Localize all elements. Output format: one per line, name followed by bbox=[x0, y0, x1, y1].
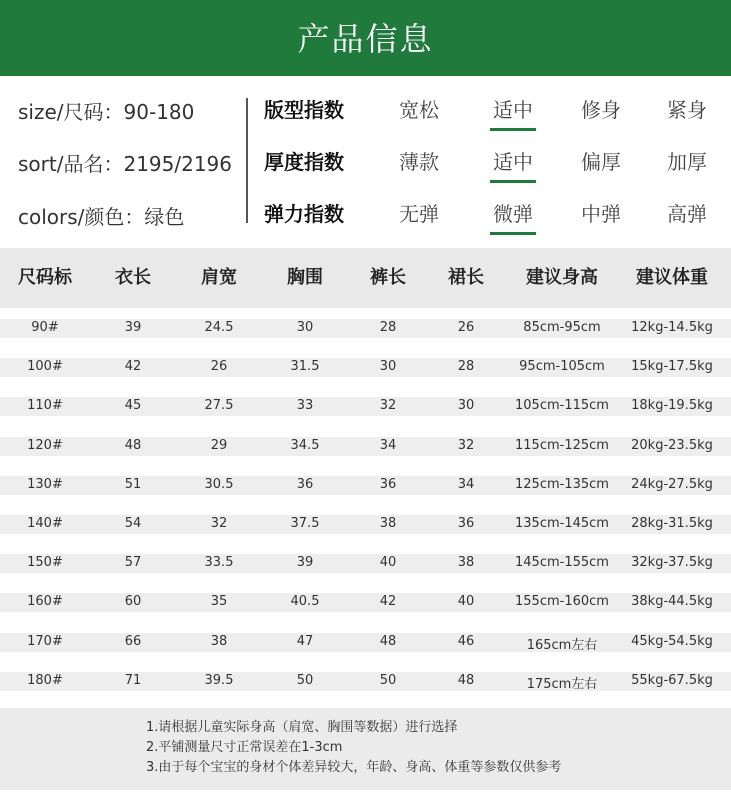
table-cell: 45 bbox=[124, 398, 142, 414]
colors-info bbox=[18, 201, 184, 230]
sort-label: sort/品名： bbox=[18, 152, 124, 176]
table-cell: 48 bbox=[124, 437, 142, 453]
table-cell: 39 bbox=[124, 320, 142, 335]
table-cell: 31.5 bbox=[290, 359, 320, 375]
table-cell: 71 bbox=[124, 672, 142, 688]
column-header: 建议体重 bbox=[636, 267, 708, 288]
colors-value: 绿色 bbox=[144, 205, 185, 229]
table-cell: 34.5 bbox=[290, 437, 320, 453]
size-table-header bbox=[0, 248, 731, 308]
size-label: size/尺码： bbox=[18, 100, 124, 124]
table-cell: 60 bbox=[124, 594, 142, 610]
table-cell: 145cm-155cm bbox=[515, 555, 609, 571]
size-info bbox=[18, 96, 194, 125]
index-option: 偏厚 bbox=[581, 150, 621, 174]
table-cell: 100# bbox=[27, 359, 63, 375]
index-option: 修身 bbox=[581, 98, 621, 122]
table-cell: 38 bbox=[457, 555, 475, 571]
table-cell: 30 bbox=[379, 359, 397, 375]
column-header: 尺码标 bbox=[18, 267, 72, 288]
column-header: 衣长 bbox=[115, 267, 151, 288]
table-cell: 40 bbox=[457, 594, 475, 610]
table-cell: 40 bbox=[379, 555, 397, 571]
table-cell: 66 bbox=[124, 633, 142, 649]
table-cell: 36 bbox=[296, 476, 314, 492]
notes-panel bbox=[0, 708, 731, 790]
table-cell: 110# bbox=[27, 398, 63, 414]
table-cell: 38kg-44.5kg bbox=[631, 594, 713, 610]
table-cell: 47 bbox=[296, 633, 314, 649]
table-cell: 28 bbox=[379, 320, 397, 335]
index-option-selected: 适中 bbox=[478, 94, 548, 123]
table-cell: 20kg-23.5kg bbox=[631, 437, 713, 453]
table-cell: 40.5 bbox=[290, 594, 320, 610]
index-label: 厚度指数 bbox=[264, 150, 344, 174]
table-cell: 175cm左右 bbox=[526, 676, 598, 692]
table-cell: 135cm-145cm bbox=[515, 516, 609, 531]
sort-info bbox=[18, 148, 232, 177]
table-cell: 180# bbox=[27, 672, 63, 688]
table-cell: 55kg-67.5kg bbox=[631, 672, 713, 688]
table-cell: 105cm-115cm bbox=[515, 398, 609, 414]
table-cell: 29 bbox=[210, 437, 228, 453]
table-cell: 30 bbox=[457, 398, 475, 414]
table-cell: 15kg-17.5kg bbox=[631, 359, 713, 375]
table-cell: 24kg-27.5kg bbox=[631, 476, 713, 492]
index-option-selected: 微弹 bbox=[478, 198, 548, 227]
table-cell: 46 bbox=[457, 633, 475, 649]
table-cell: 170# bbox=[27, 633, 63, 649]
column-header: 裙长 bbox=[448, 267, 484, 288]
column-header: 胸围 bbox=[287, 267, 323, 288]
table-cell: 33 bbox=[296, 398, 314, 414]
table-cell: 57 bbox=[124, 555, 142, 571]
table-cell: 32 bbox=[457, 437, 475, 453]
index-option-selected: 适中 bbox=[478, 146, 548, 175]
table-cell: 32 bbox=[379, 398, 397, 414]
table-cell: 39.5 bbox=[204, 672, 234, 688]
page-title: 产品信息 bbox=[297, 20, 434, 58]
column-header: 建议身高 bbox=[526, 267, 598, 288]
table-cell: 51 bbox=[124, 476, 142, 492]
table-cell: 32kg-37.5kg bbox=[631, 555, 713, 571]
table-cell: 27.5 bbox=[204, 398, 234, 414]
table-cell: 160# bbox=[27, 594, 63, 610]
table-cell: 125cm-135cm bbox=[515, 476, 609, 492]
index-option: 加厚 bbox=[667, 150, 707, 174]
table-cell: 30.5 bbox=[204, 476, 234, 492]
column-header: 裤长 bbox=[370, 267, 406, 288]
table-cell: 35 bbox=[210, 594, 228, 610]
table-cell: 12kg-14.5kg bbox=[631, 320, 713, 335]
index-option: 紧身 bbox=[667, 98, 707, 122]
table-cell: 54 bbox=[124, 516, 142, 531]
table-cell: 48 bbox=[379, 633, 397, 649]
table-cell: 42 bbox=[124, 359, 142, 375]
table-cell: 37.5 bbox=[290, 516, 320, 531]
table-cell: 165cm左右 bbox=[526, 637, 598, 653]
table-cell: 39 bbox=[296, 555, 314, 571]
table-cell: 18kg-19.5kg bbox=[631, 398, 713, 414]
table-cell: 38 bbox=[379, 516, 397, 531]
note-item: 1.请根据儿童实际身高（肩宽、胸围等数据）进行选择 bbox=[146, 720, 458, 735]
table-cell: 120# bbox=[27, 437, 63, 453]
product-info-section bbox=[0, 76, 731, 248]
table-cell: 26 bbox=[210, 359, 228, 375]
table-cell: 140# bbox=[27, 516, 63, 531]
index-option: 无弹 bbox=[399, 202, 439, 226]
table-cell: 42 bbox=[379, 594, 397, 610]
table-cell: 48 bbox=[457, 672, 475, 688]
index-option: 高弹 bbox=[667, 202, 707, 226]
header-banner bbox=[0, 0, 731, 76]
table-cell: 34 bbox=[379, 437, 397, 453]
table-cell: 26 bbox=[457, 320, 475, 335]
table-cell: 50 bbox=[379, 672, 397, 688]
table-cell: 30 bbox=[296, 320, 314, 335]
table-cell: 90# bbox=[31, 320, 59, 335]
table-cell: 36 bbox=[457, 516, 475, 531]
index-option: 薄款 bbox=[399, 150, 439, 174]
table-cell: 155cm-160cm bbox=[515, 594, 609, 610]
table-cell: 150# bbox=[27, 555, 63, 571]
table-cell: 32 bbox=[210, 516, 228, 531]
table-cell: 24.5 bbox=[204, 320, 234, 335]
note-item: 3.由于每个宝宝的身材个体差异较大，年龄、身高、体重等参数仅供参考 bbox=[146, 760, 562, 775]
table-cell: 50 bbox=[296, 672, 314, 688]
table-cell: 115cm-125cm bbox=[515, 437, 609, 453]
column-header: 肩宽 bbox=[201, 267, 237, 288]
index-label: 版型指数 bbox=[264, 98, 344, 122]
table-cell: 36 bbox=[379, 476, 397, 492]
table-cell: 45kg-54.5kg bbox=[631, 633, 713, 649]
colors-label: colors/颜色： bbox=[18, 205, 145, 229]
table-cell: 28kg-31.5kg bbox=[631, 516, 713, 531]
index-option: 中弹 bbox=[581, 202, 621, 226]
table-cell: 95cm-105cm bbox=[519, 359, 605, 375]
table-cell: 85cm-95cm bbox=[523, 320, 601, 335]
sort-value: 2195/2196 bbox=[123, 152, 233, 176]
table-cell: 38 bbox=[210, 633, 228, 649]
size-value: 90-180 bbox=[123, 100, 195, 124]
table-cell: 130# bbox=[27, 476, 63, 492]
table-cell: 33.5 bbox=[204, 555, 234, 571]
info-divider bbox=[246, 98, 248, 223]
note-item: 2.平铺测量尺寸正常误差在1-3cm bbox=[146, 740, 343, 755]
index-label: 弹力指数 bbox=[264, 202, 344, 226]
index-option: 宽松 bbox=[399, 98, 439, 122]
table-cell: 34 bbox=[457, 476, 475, 492]
table-cell: 28 bbox=[457, 359, 475, 375]
